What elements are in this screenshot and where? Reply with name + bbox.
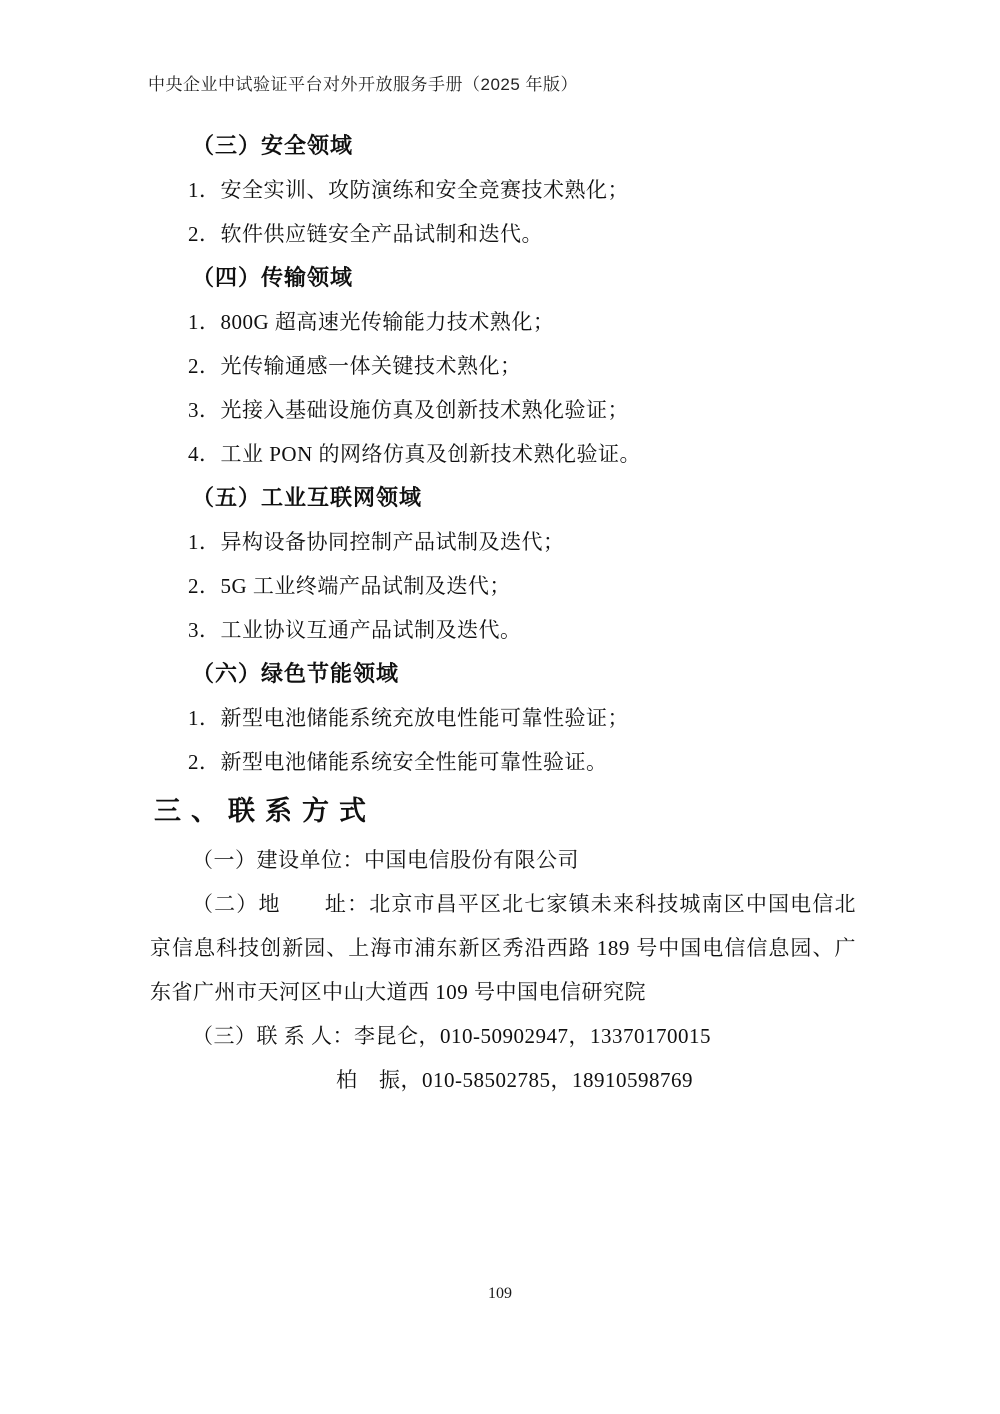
section-transmission (150, 256, 856, 476)
section-industrial-internet (150, 476, 856, 652)
list-item: 1．800G 超高速光传输能力技术熟化； (188, 310, 555, 334)
page-number: 109 (488, 1285, 512, 1302)
list-item: 1．新型电池储能系统充放电性能可靠性验证； (188, 706, 629, 730)
section-heading-industrial-internet: （五）工业互联网领域 (192, 485, 423, 510)
contact-unit-line: （一）建设单位：中国电信股份有限公司 (192, 848, 579, 872)
running-header: 中央企业中试验证平台对外开放服务手册（2025 年版） (148, 75, 579, 94)
section-heading-transmission: （四）传输领域 (192, 265, 354, 290)
list-item: 2．光传输通感一体关键技术熟化； (188, 354, 522, 378)
list-item: 2．新型电池储能系统安全性能可靠性验证。 (188, 750, 608, 774)
list-item: 3．光接入基础设施仿真及创新技术熟化验证； (188, 398, 629, 422)
section-green-energy (150, 652, 856, 784)
list-item: 2．软件供应链安全产品试制和迭代。 (188, 222, 543, 246)
contact-person-line-2: 柏 振，010-58502785，18910598769 (336, 1068, 693, 1092)
contact-person-line-1: （三）联 系 人：李昆仑，010-50902947，13370170015 (192, 1024, 711, 1048)
contact-address-line: （二）地 址：北京市昌平区北七家镇未来科技城南区中国电信北京信息科技创新园、上海市浦东新区秀沿西路 189 号中国电信信息园、广东省广州市天河区中山大道西 109 号中国电信研究院 (150, 892, 856, 1004)
section-heading-security: （三）安全领域 (192, 133, 354, 158)
list-item: 2．5G 工业终端产品试制及迭代； (188, 574, 511, 598)
section-security (150, 124, 856, 256)
list-item: 3．工业协议互通产品试制及迭代。 (188, 618, 522, 642)
list-item: 4．工业 PON 的网络仿真及创新技术熟化验证。 (188, 442, 642, 466)
document-content (150, 124, 856, 1102)
section-heading-green-energy: （六）绿色节能领域 (192, 661, 400, 686)
list-item: 1．安全实训、攻防演练和安全竞赛技术熟化； (188, 178, 629, 202)
list-item: 1．异构设备协同控制产品试制及迭代； (188, 530, 565, 554)
chapter-heading-contact: 三、联系方式 (154, 796, 376, 826)
